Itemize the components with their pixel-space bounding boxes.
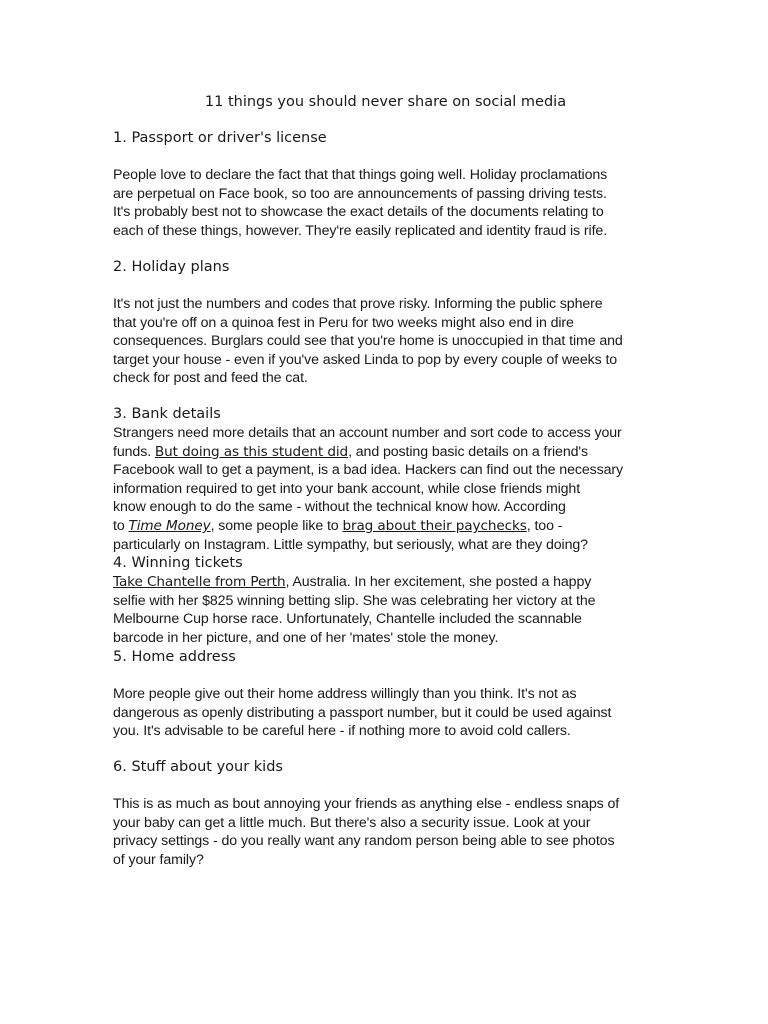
body-line bbox=[113, 573, 661, 592]
body-line: dangerous as openly distributing a passport number, but it could be used against bbox=[113, 704, 612, 721]
body-line: Melbourne Cup horse race. Unfortunately, Chantelle included the scannable bbox=[113, 611, 582, 628]
section-heading-holiday: 2. Holiday plans bbox=[113, 259, 230, 275]
body-text: funds. bbox=[113, 443, 155, 460]
body-text: , too - bbox=[526, 517, 563, 534]
body-text: , and posting basic details on a friend's bbox=[348, 443, 589, 460]
section-body-tickets bbox=[113, 573, 661, 647]
chantelle-link[interactable]: Take Chantelle from Perth bbox=[113, 574, 286, 590]
body-line: each of these things, however. They're easily replicated and identity fraud is rife. bbox=[113, 222, 608, 239]
body-text: , some people like to bbox=[210, 517, 343, 534]
section-heading-passport: 1. Passport or driver's license bbox=[113, 130, 327, 146]
body-line: This is as much as bout annoying your friends as anything else - endless snaps of bbox=[113, 796, 620, 812]
body-line: are perpetual on Face book, so too are announcements of passing driving tests. bbox=[113, 185, 607, 202]
body-line: Strangers need more details that an account number and sort code to access your bbox=[113, 425, 622, 441]
section-heading-address: 5. Home address bbox=[113, 649, 236, 665]
body-line: Facebook wall to get a payment, is a bad idea. Hackers can find out the necessary bbox=[113, 462, 624, 479]
body-line: you. It's advisable to be careful here - if nothing more to avoid cold callers. bbox=[113, 723, 571, 740]
section-body-holiday bbox=[113, 295, 661, 388]
body-line: check for post and feed the cat. bbox=[113, 370, 308, 387]
body-line: People love to declare the fact that that things going well. Holiday proclamations bbox=[113, 167, 608, 183]
body-line bbox=[113, 443, 661, 462]
body-text: to bbox=[113, 517, 129, 534]
body-line: that you're off on a quinoa fest in Peru for two weeks might also end in dire bbox=[113, 314, 574, 331]
section-body-address bbox=[113, 685, 661, 741]
time-money-link[interactable]: Time Money bbox=[128, 517, 211, 534]
document-title: 11 things you should never share on social media bbox=[204, 94, 567, 110]
section-heading-tickets: 4. Winning tickets bbox=[113, 555, 243, 571]
body-line: It's not just the numbers and codes that prove risky. Informing the public sphere bbox=[113, 296, 603, 312]
section-body-passport bbox=[113, 166, 661, 240]
section-heading-kids: 6. Stuff about your kids bbox=[113, 759, 283, 775]
student-link[interactable]: But doing as this student did bbox=[154, 443, 349, 460]
body-line: target your house - even if you've asked Linda to pop by every couple of weeks to bbox=[113, 351, 618, 368]
body-line: your baby can get a little much. But there's also a security issue. Look at your bbox=[113, 814, 591, 831]
body-line: consequences. Burglars could see that you're home is unoccupied in that time and bbox=[113, 333, 623, 350]
body-line: barcode in her picture, and one of her 'mates' stole the money. bbox=[113, 629, 499, 646]
body-line: selfie with her $825 winning betting slip. She was celebrating her victory at the bbox=[113, 592, 596, 609]
body-line bbox=[113, 517, 661, 536]
section-body-bank bbox=[113, 424, 661, 554]
body-line: of your family? bbox=[113, 851, 204, 868]
section-body-kids bbox=[113, 795, 661, 869]
body-line: information required to get into your bank account, while close friends might bbox=[113, 480, 581, 497]
body-text: , Australia. In her excitement, she posted a happy bbox=[285, 574, 592, 590]
section-heading-bank: 3. Bank details bbox=[113, 406, 221, 422]
body-line: particularly on Instagram. Little sympathy, but seriously, what are they doing? bbox=[113, 536, 588, 553]
body-line: More people give out their home address willingly than you think. It's not as bbox=[113, 686, 577, 702]
body-line: It's probably best not to showcase the exact details of the documents relating to bbox=[113, 204, 604, 221]
body-line: privacy settings - do you really want any random person being able to see photos bbox=[113, 833, 615, 850]
body-line: know enough to do the same - without the technical know how. According bbox=[113, 499, 566, 516]
paychecks-link[interactable]: brag about their paychecks bbox=[342, 517, 527, 534]
